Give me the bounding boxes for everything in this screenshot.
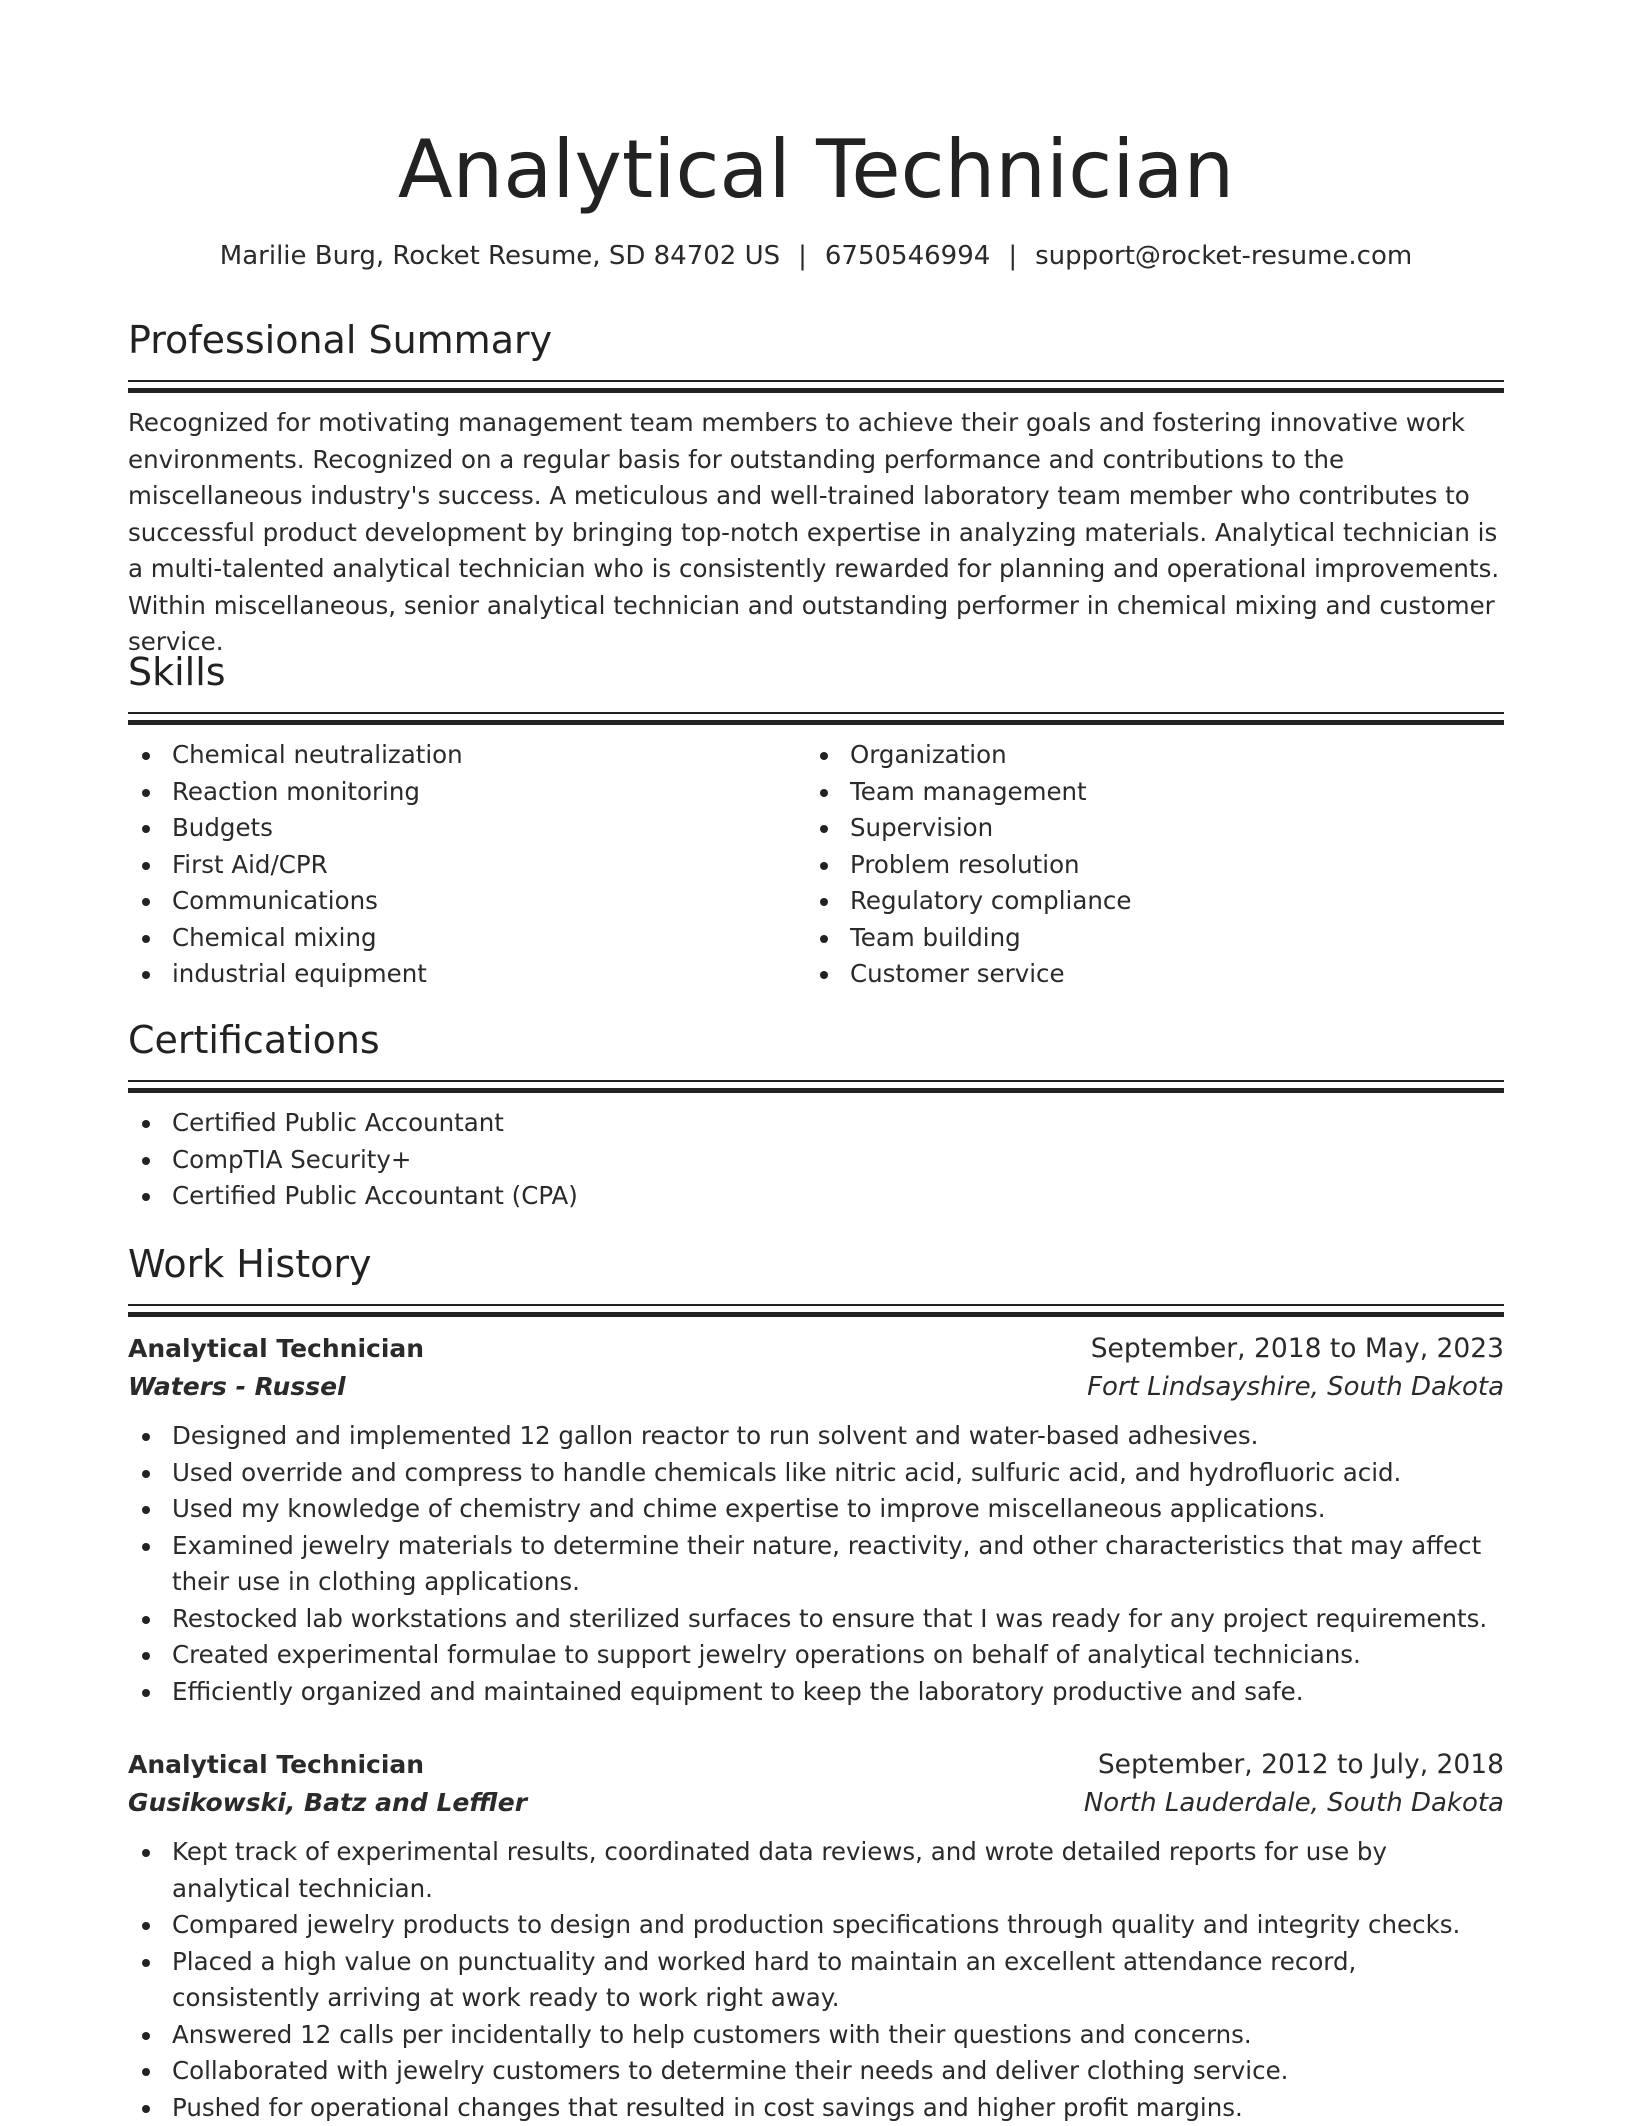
skill-item: Reaction monitoring [128, 774, 806, 811]
skill-item: Team building [806, 920, 1484, 957]
job-bullet-list [128, 1834, 1504, 2126]
job-subheader-row [128, 1368, 1504, 1406]
skill-item: First Aid/CPR [128, 847, 806, 884]
section-divider [128, 380, 1504, 391]
skills-column-right [806, 737, 1484, 993]
contact-separator: | [798, 236, 807, 276]
job-bullet: Efficiently organized and maintained equipment to keep the laboratory productive and safe. [128, 1674, 1504, 1711]
job-header-row [128, 1746, 1504, 1784]
job-entry [128, 1746, 1504, 2126]
skill-item: Budgets [128, 810, 806, 847]
job-subheader-row [128, 1784, 1504, 1822]
contact-email: support@rocket-resume.com [1035, 241, 1412, 271]
job-bullet: Restocked lab workstations and sterilized surfaces to ensure that I was ready for any project requirements. [128, 1601, 1504, 1638]
job-bullet: Examined jewelry materials to determine their nature, reactivity, and other characteristics that may affect their use in clothing applications. [128, 1528, 1504, 1601]
certification-item: Certified Public Accountant (CPA) [128, 1178, 1504, 1215]
skills-column-left [128, 737, 806, 993]
job-bullet-list [128, 1418, 1504, 1710]
certification-item: Certified Public Accountant [128, 1105, 1504, 1142]
job-bullet: Answered 12 calls per incidentally to help customers with their questions and concerns. [128, 2017, 1504, 2054]
certifications-section [128, 1012, 1504, 1215]
job-bullet: Used my knowledge of chemistry and chime expertise to improve miscellaneous applications. [128, 1491, 1504, 1528]
job-bullet: Created experimental formulae to support jewelry operations on behalf of analytical technicians. [128, 1637, 1504, 1674]
contact-address: Marilie Burg, Rocket Resume, SD 84702 US [220, 241, 780, 271]
job-title: Analytical Technician [128, 1330, 424, 1368]
contact-phone: 6750546994 [825, 241, 990, 271]
job-dates: September, 2012 to July, 2018 [1098, 1746, 1504, 1784]
contact-line [128, 236, 1504, 276]
skills-heading: Skills [128, 644, 1504, 700]
skill-item: Team management [806, 774, 1484, 811]
job-dates: September, 2018 to May, 2023 [1091, 1330, 1504, 1368]
job-entry [128, 1330, 1504, 1710]
job-bullet: Pushed for operational changes that resulted in cost savings and higher profit margins. [128, 2090, 1504, 2126]
certification-item: CompTIA Security+ [128, 1142, 1504, 1179]
contact-separator: | [1008, 236, 1017, 276]
job-bullet: Collaborated with jewelry customers to determine their needs and deliver clothing service. [128, 2053, 1504, 2090]
section-divider [128, 1304, 1504, 1315]
skill-item: Communications [128, 883, 806, 920]
skills-grid [128, 737, 1504, 993]
job-bullet: Used override and compress to handle chemicals like nitric acid, sulfuric acid, and hydrofluoric acid. [128, 1455, 1504, 1492]
job-header-row [128, 1330, 1504, 1368]
skill-item: Customer service [806, 956, 1484, 993]
skill-item: Chemical neutralization [128, 737, 806, 774]
skills-section [128, 644, 1504, 993]
job-title: Analytical Technician [128, 1746, 424, 1784]
section-divider [128, 1080, 1504, 1091]
skill-item: industrial equipment [128, 956, 806, 993]
work-history-heading: Work History [128, 1236, 1504, 1292]
job-bullet: Designed and implemented 12 gallon reactor to run solvent and water-based adhesives. [128, 1418, 1504, 1455]
skill-item: Organization [806, 737, 1484, 774]
job-company: Gusikowski, Batz and Leffler [128, 1784, 527, 1822]
job-company: Waters - Russel [128, 1368, 346, 1406]
summary-heading: Professional Summary [128, 312, 1504, 368]
skill-item: Supervision [806, 810, 1484, 847]
certifications-heading: Certifications [128, 1012, 1504, 1068]
section-divider [128, 712, 1504, 723]
skill-item: Regulatory compliance [806, 883, 1484, 920]
job-bullet: Placed a high value on punctuality and worked hard to maintain an excellent attendance record, consistently arriving at work ready to work right away. [128, 1944, 1504, 2017]
job-bullet: Kept track of experimental results, coordinated data reviews, and wrote detailed reports for use by analytical technician. [128, 1834, 1504, 1907]
summary-text: Recognized for motivating management team members to achieve their goals and fostering innovative work environments. Recognized on a regular basis for outstanding performance and contributions to the miscellaneous industry's success. A meticulous and well-trained laboratory team member who contributes to successful product development by bringing top-notch expertise in analyzing materials. Analytical technician is a multi-talented analytical technician who is consistently rewarded for planning and operational improvements. Within miscellaneous, senior analytical technician and outstanding performer in chemical mixing and customer service. [128, 405, 1504, 661]
resume-title: Analytical Technician [128, 118, 1504, 222]
certifications-list [128, 1105, 1504, 1215]
skill-item: Chemical mixing [128, 920, 806, 957]
summary-section [128, 312, 1504, 661]
skill-item: Problem resolution [806, 847, 1484, 884]
work-history-section [128, 1236, 1504, 1315]
job-location: North Lauderdale, South Dakota [1084, 1784, 1504, 1822]
job-location: Fort Lindsayshire, South Dakota [1087, 1368, 1504, 1406]
job-bullet: Compared jewelry products to design and production specifications through quality and integrity checks. [128, 1907, 1504, 1944]
